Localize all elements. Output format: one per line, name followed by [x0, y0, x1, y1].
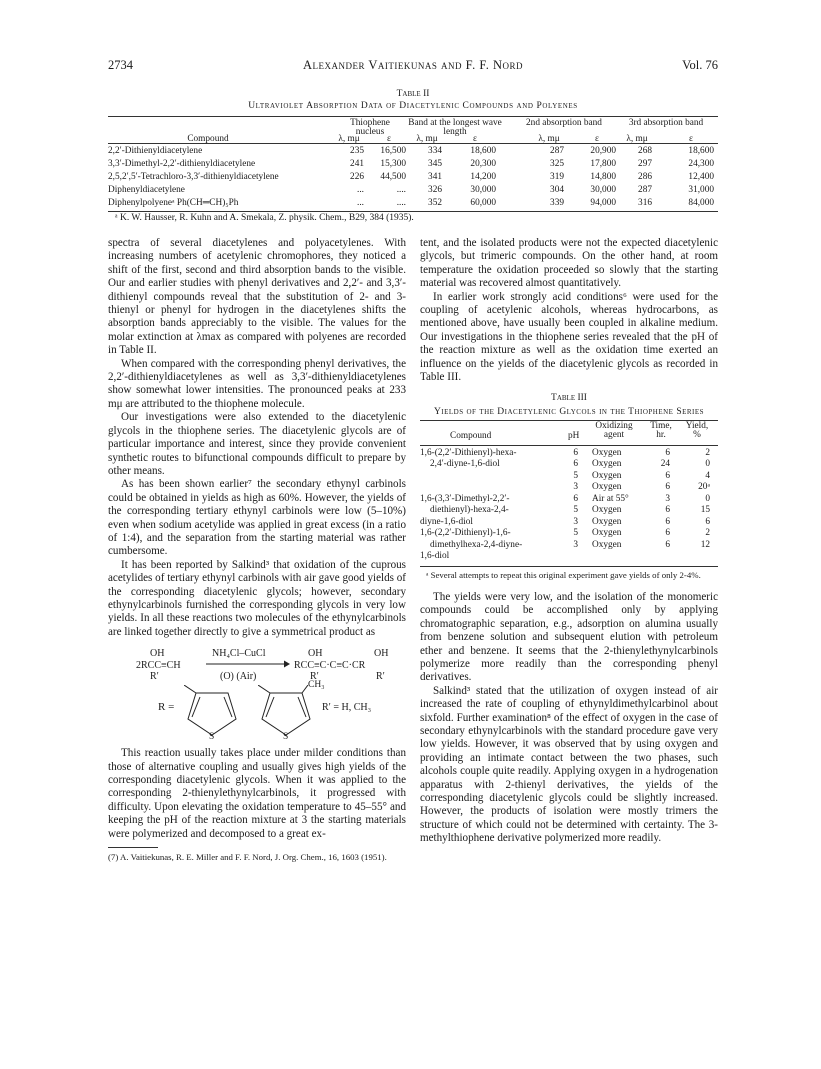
- table2-cell-value: ....: [396, 198, 406, 208]
- table3-cell-value: 12: [700, 539, 710, 550]
- table2-cell-value: 235: [350, 146, 364, 156]
- table2-unit-lambda: λ, mμ: [416, 134, 438, 144]
- table3-footnote: ᵃ Several attempts to repeat this original experiment gave yields of only 2-4%.: [426, 569, 701, 580]
- table2-cell-value: 18,600: [688, 146, 714, 156]
- table2-cell-value: 325: [550, 159, 564, 169]
- table3-cell-value: 6: [665, 447, 670, 458]
- table3-col-time: Time, hr.: [650, 420, 672, 440]
- paragraph: This reaction usually takes place under milder conditions than those of alternative coupling and usually gives high yields of the corresponding diacetylenic glycols. When it was applied to the corresponding 2-thienylethynylcarbinols, it progressed with difficulty. Upon elevating the oxidation temperature to 45–55° and keeping the pH of the reaction mixture at 3 the starting materials were polymerized and decomposed to a great ex-: [108, 747, 406, 840]
- table2-cell-compound: 2,5,2′,5′-Tetrachloro-3,3′-dithienyldiacetylene: [108, 172, 279, 182]
- table2-group-header: 3rd absorption band: [628, 118, 704, 128]
- table3-cell-value: 6: [665, 516, 670, 527]
- table2-cell-value: 12,400: [688, 172, 714, 182]
- sulfur-label: S: [209, 732, 215, 743]
- table3-header: [420, 421, 718, 445]
- table2-unit-eps: ε: [689, 134, 693, 144]
- oh-label: OH: [374, 648, 389, 660]
- table3-cell-value: Oxygen: [592, 516, 622, 527]
- table2-cell-value: ...: [357, 198, 364, 208]
- table2-unit-lambda: λ, mμ: [338, 134, 360, 144]
- paragraph: The yields were very low, and the isolation of the monomeric compounds could be accomplished only by applying chromatographic separation, e.g., adsorption on alumina usually from benzene solution and subsequent elution with petroleum ether and benzene. It seems that the 2-thienylethynylcarbinols polymerize more readily than the corresponding phenyl derivatives.: [420, 590, 718, 684]
- table2-footnote: ᵃ K. W. Hausser, R. Kuhn and A. Smekala, Z. physik. Chem., B29, 384 (1935).: [115, 213, 414, 223]
- table2-cell-value: 20,900: [590, 146, 616, 156]
- table2-group-header: Band at the longest wave length: [408, 118, 502, 137]
- table2-cell-value: 286: [638, 172, 652, 182]
- table2-cell-value: 30,000: [590, 185, 616, 195]
- table2-cell-value: 287: [638, 185, 652, 195]
- oh-label: OH: [308, 648, 323, 660]
- reactant: 2RCC≡CH: [136, 660, 181, 672]
- table3-cell-value: 6: [705, 516, 710, 527]
- table2-cell-value: 334: [428, 146, 442, 156]
- table2-row: [108, 198, 718, 211]
- table3-cell-compound: diyne-1,6-diol: [420, 516, 473, 527]
- table3-cell-compound: 1,6-diol: [420, 551, 450, 562]
- table2-row: [108, 185, 718, 198]
- table3-col-agent: Oxidizing agent: [595, 420, 633, 440]
- product: RCC≡C·C≡C·CR: [294, 660, 366, 672]
- table3-cell-value: 5: [573, 470, 578, 481]
- table3-cell-value: 3: [573, 482, 578, 493]
- table2-cell-value: 30,000: [470, 185, 496, 195]
- footnote-rule: [108, 847, 158, 848]
- r-prime-label: R′: [150, 671, 159, 683]
- table2-cell-value: 345: [428, 159, 442, 169]
- table3-cell-value: 6: [573, 459, 578, 470]
- paragraph: In earlier work strongly acid conditions⁶ were used for the coupling of acetylenic alcohols, whereas hydrocarbons, as mentioned above, have usually been coupled in alkaline medium. Our investigations in the thiophene series revealed that the pH of the reaction mixture as well as the oxidation time exerted an influence on the yields of the diacetylenic glycols as recorded in Table III.: [420, 290, 718, 384]
- table3-cell-value: Air at 55°: [592, 493, 629, 504]
- table2-cell-value: 60,000: [470, 198, 496, 208]
- table2-title: Ultraviolet Absorption Data of Diacetylenic Compounds and Polyenes: [248, 101, 578, 111]
- table3-cell-value: 6: [573, 493, 578, 504]
- table3-col-ph: pH: [568, 430, 580, 441]
- table3-cell-value: 15: [700, 505, 710, 516]
- table3-cell-value: Oxygen: [592, 528, 622, 539]
- table2-top-rule: [108, 116, 718, 117]
- table2-cell-value: 316: [638, 198, 652, 208]
- table3-cell-value: Oxygen: [592, 459, 622, 470]
- table2-cell-value: 44,500: [380, 172, 406, 182]
- right-column: [420, 237, 718, 846]
- paragraph: As has been shown earlier⁷ the secondary ethynyl carbinols could be obtained in yields as high as 60%. However, the yields of the corresponding tertiary ethynyl carbinols were low (5–10%) even when sodium acetylide was applied in great excess (in a ratio of 1:4), and the separation from the starting material was rather cumbersome.: [108, 478, 406, 558]
- table3-title: Yields of the Diacetylenic Glycols in the Thiophene Series: [433, 406, 705, 417]
- table2-label: Table II: [396, 89, 430, 99]
- r-equals-label: R =: [158, 701, 175, 714]
- table3-cell-value: 6: [665, 482, 670, 493]
- table2-cell-value: 241: [350, 159, 364, 169]
- table2-row: [108, 172, 718, 185]
- table3-cell-value: 3: [573, 539, 578, 550]
- table2-cell-value: 268: [638, 146, 652, 156]
- table2-cell-value: 18,600: [470, 146, 496, 156]
- table3-cell-value: 6: [665, 539, 670, 550]
- left-column: [108, 237, 406, 863]
- reagent-bottom: (O) (Air): [220, 671, 257, 683]
- table2-cell-value: 226: [350, 172, 364, 182]
- page-number: 2734: [108, 58, 133, 72]
- r-prime-label: R′: [310, 671, 319, 683]
- table2-cell-value: 17,800: [590, 159, 616, 169]
- paragraph: Salkind³ stated that the utilization of oxygen instead of air increased the rate of coupling of ethynyldimethylcarbinol about sixfold. Further examination⁸ of the effect of oxygen in the case of secondary ethynylcarbinols with the standard procedure gave very low yields. However, it was observed that by using oxygen and providing an intimate contact between the two phases, such alcohols couple quite readily. Applying oxygen in a hydrogenation apparatus with 2-thienyl derivatives, the yields of the corresponding diacetylenic glycols could be slightly increased. However, the products of isolation were mostly trimers the structure of which could not be determined with certainty. The 3-methylthiophene derivative polymerized more readily.: [420, 684, 718, 845]
- table2-cell-value: 15,300: [380, 159, 406, 169]
- table3-cell-value: 6: [573, 447, 578, 458]
- paragraph: tent, and the isolated products were not the expected diacetylenic glycols, but trimeric compounds. On the other hand, at room temperature the oxidation proceeded so slowly that the starting material was recovered almost quantitatively.: [420, 237, 718, 290]
- table2-col-compound: Compound: [187, 134, 229, 144]
- r-prime-definition: R′ = H, CH₃: [322, 702, 372, 714]
- table3-body: [420, 448, 718, 566]
- table2-row: [108, 146, 718, 159]
- table3-cell-value: 0: [705, 459, 710, 470]
- table3-cell-value: Oxygen: [592, 470, 622, 481]
- reaction-arrow: [206, 660, 290, 668]
- paragraph: It has been reported by Salkind³ that oxidation of the cuprous acetylides of tertiary ethynyl carbinols with air gave good yields of the corresponding diacetylenic glycols; however, secondary ethynylcarbinols furnished the corresponding glycols in very low yields. In all these reactions two molecules of the ethynylcarbinols are linked together directly to give a symmetrical product as: [108, 558, 406, 638]
- table3-cell-value: 3: [665, 493, 670, 504]
- table3-cell-value: 6: [665, 505, 670, 516]
- table2-cell-value: 84,000: [688, 198, 714, 208]
- table2-unit-lambda: λ, mμ: [538, 134, 560, 144]
- table3-cell-compound: 2,4′-diyne-1,6-diol: [430, 459, 500, 470]
- table2-group-header: Thiophene nucleus: [350, 118, 390, 137]
- table3-header-rule: [420, 445, 718, 446]
- table2-cell-value: 20,300: [470, 159, 496, 169]
- table2-cell-compound: 2,2′-Dithienyldiacetylene: [108, 146, 203, 156]
- table2-cell-value: 326: [428, 185, 442, 195]
- table3-cell-value: 2: [705, 447, 710, 458]
- table2-cell-value: 94,000: [590, 198, 616, 208]
- table3-cell-value: Oxygen: [592, 505, 622, 516]
- table3-cell-value: 6: [665, 528, 670, 539]
- table3-col-compound: Compound: [450, 430, 492, 441]
- running-title: Alexander Vaitiekunas and F. F. Nord: [302, 58, 524, 72]
- running-header: [108, 58, 718, 74]
- table2-cell-value: 16,500: [380, 146, 406, 156]
- table3-cell-value: 4: [705, 470, 710, 481]
- table3-cell-value: Oxygen: [592, 447, 622, 458]
- paragraph: Our investigations were also extended to the diacetylenic glycols in the thiophene series. The diacetylenic glycols are of particular importance and interest, since they provide convenient synthetic routes to bifunctional compounds difficult to prepare by other means.: [108, 411, 406, 477]
- footnote: (7) A. Vaitiekunas, R. E. Miller and F. F. Nord, J. Org. Chem., 16, 1603 (1951).: [108, 852, 387, 863]
- sulfur-label: S: [283, 732, 289, 743]
- table2-cell-value: 339: [550, 198, 564, 208]
- methyl-label: CH₃: [308, 680, 325, 691]
- table3-cell-compound: diethienyl)-hexa-2,4-: [430, 505, 509, 516]
- table3-cell-value: 5: [573, 505, 578, 516]
- table2-cell-value: 31,000: [688, 185, 714, 195]
- table3-cell-value: 20ᵃ: [698, 482, 710, 493]
- volume-label: Vol. 76: [682, 58, 718, 72]
- reagent-top: NH₄Cl–CuCl: [212, 648, 266, 660]
- table2-cell-compound: Diphenylpolyeneᵃ Ph(CH═CH)₅Ph: [108, 198, 239, 208]
- table2-cell-value: 14,200: [470, 172, 496, 182]
- table2-cell-value: ...: [357, 185, 364, 195]
- table3-cell-value: Oxygen: [592, 539, 622, 550]
- table2-cell-value: 14,800: [590, 172, 616, 182]
- table2-cell-value: 352: [428, 198, 442, 208]
- table2-cell-value: 304: [550, 185, 564, 195]
- table2-unit-eps: ε: [473, 134, 477, 144]
- table3-cell-value: Oxygen: [592, 482, 622, 493]
- table2-unit-eps: ε: [387, 134, 391, 144]
- table3-cell-compound: 1,6-(2,2′-Dithienyl)-1,6-: [420, 528, 511, 539]
- table2-cell-value: 24,300: [688, 159, 714, 169]
- table3-cell-value: 24: [660, 459, 670, 470]
- table2-cell-value: 297: [638, 159, 652, 169]
- table2-cell-value: 341: [428, 172, 442, 182]
- table3-cell-compound: 1,6-(2,2′-Dithienyl)-hexa-: [420, 447, 517, 458]
- table3-label: Table III: [551, 393, 587, 404]
- table3-cell-value: 6: [665, 470, 670, 481]
- table2-cell-compound: Diphenyldiacetylene: [108, 185, 185, 195]
- table2-unit-lambda: λ, mμ: [626, 134, 648, 144]
- table3-bottom-rule: [420, 566, 718, 567]
- oh-label: OH: [150, 648, 165, 660]
- table2-cell-compound: 3,3′-Dimethyl-2,2′-dithienyldiacetylene: [108, 159, 256, 169]
- reaction-scheme: [108, 639, 406, 747]
- table3-cell-value: 5: [573, 528, 578, 539]
- table2-cell-value: 287: [550, 146, 564, 156]
- table2-unit-eps: ε: [595, 134, 599, 144]
- table2-group-header: 2nd absorption band: [526, 118, 602, 128]
- table2-cell-value: ....: [396, 185, 406, 195]
- table3-cell-value: 0: [705, 493, 710, 504]
- paragraph: spectra of several diacetylenes and polyacetylenes. With increasing numbers of acetylenic chromophores, they noticed a shift of the first, second and third absorption bands to the visible. Our and earlier studies with phenyl derivatives and 2,2′- and 3,3′-dithienyl compounds reveal that the substitution of 2- and 3-thienyl or phenyl for hydrogen in the diacetylenes shifts the absorption bands appreciably to the visible. The values for the molar extinction at λmax as compared with polyenes are recorded in Table II.: [108, 237, 406, 357]
- table2-row: [108, 159, 718, 172]
- table3-col-yield: Yield, %: [685, 420, 709, 440]
- table3-cell-compound: 1,6-(3,3′-Dimethyl-2,2′-: [420, 493, 510, 504]
- table3-cell-value: 3: [573, 516, 578, 527]
- r-prime-label: R′: [376, 671, 385, 683]
- table2-header-rule: [108, 143, 718, 144]
- paragraph: When compared with the corresponding phenyl derivatives, the 2,2′-dithienyldiacetylenes as well as 3,3′-dithienyldiacetylenes show somewhat lower intensities. The pronounced peaks at 233 mμ are attributed to the thiophene molecule.: [108, 357, 406, 410]
- table3-cell-compound: dimethylhexa-2,4-diyne-: [430, 539, 523, 550]
- table2-bottom-rule: [108, 211, 718, 212]
- table3-cell-value: 2: [705, 528, 710, 539]
- table2-cell-value: 319: [550, 172, 564, 182]
